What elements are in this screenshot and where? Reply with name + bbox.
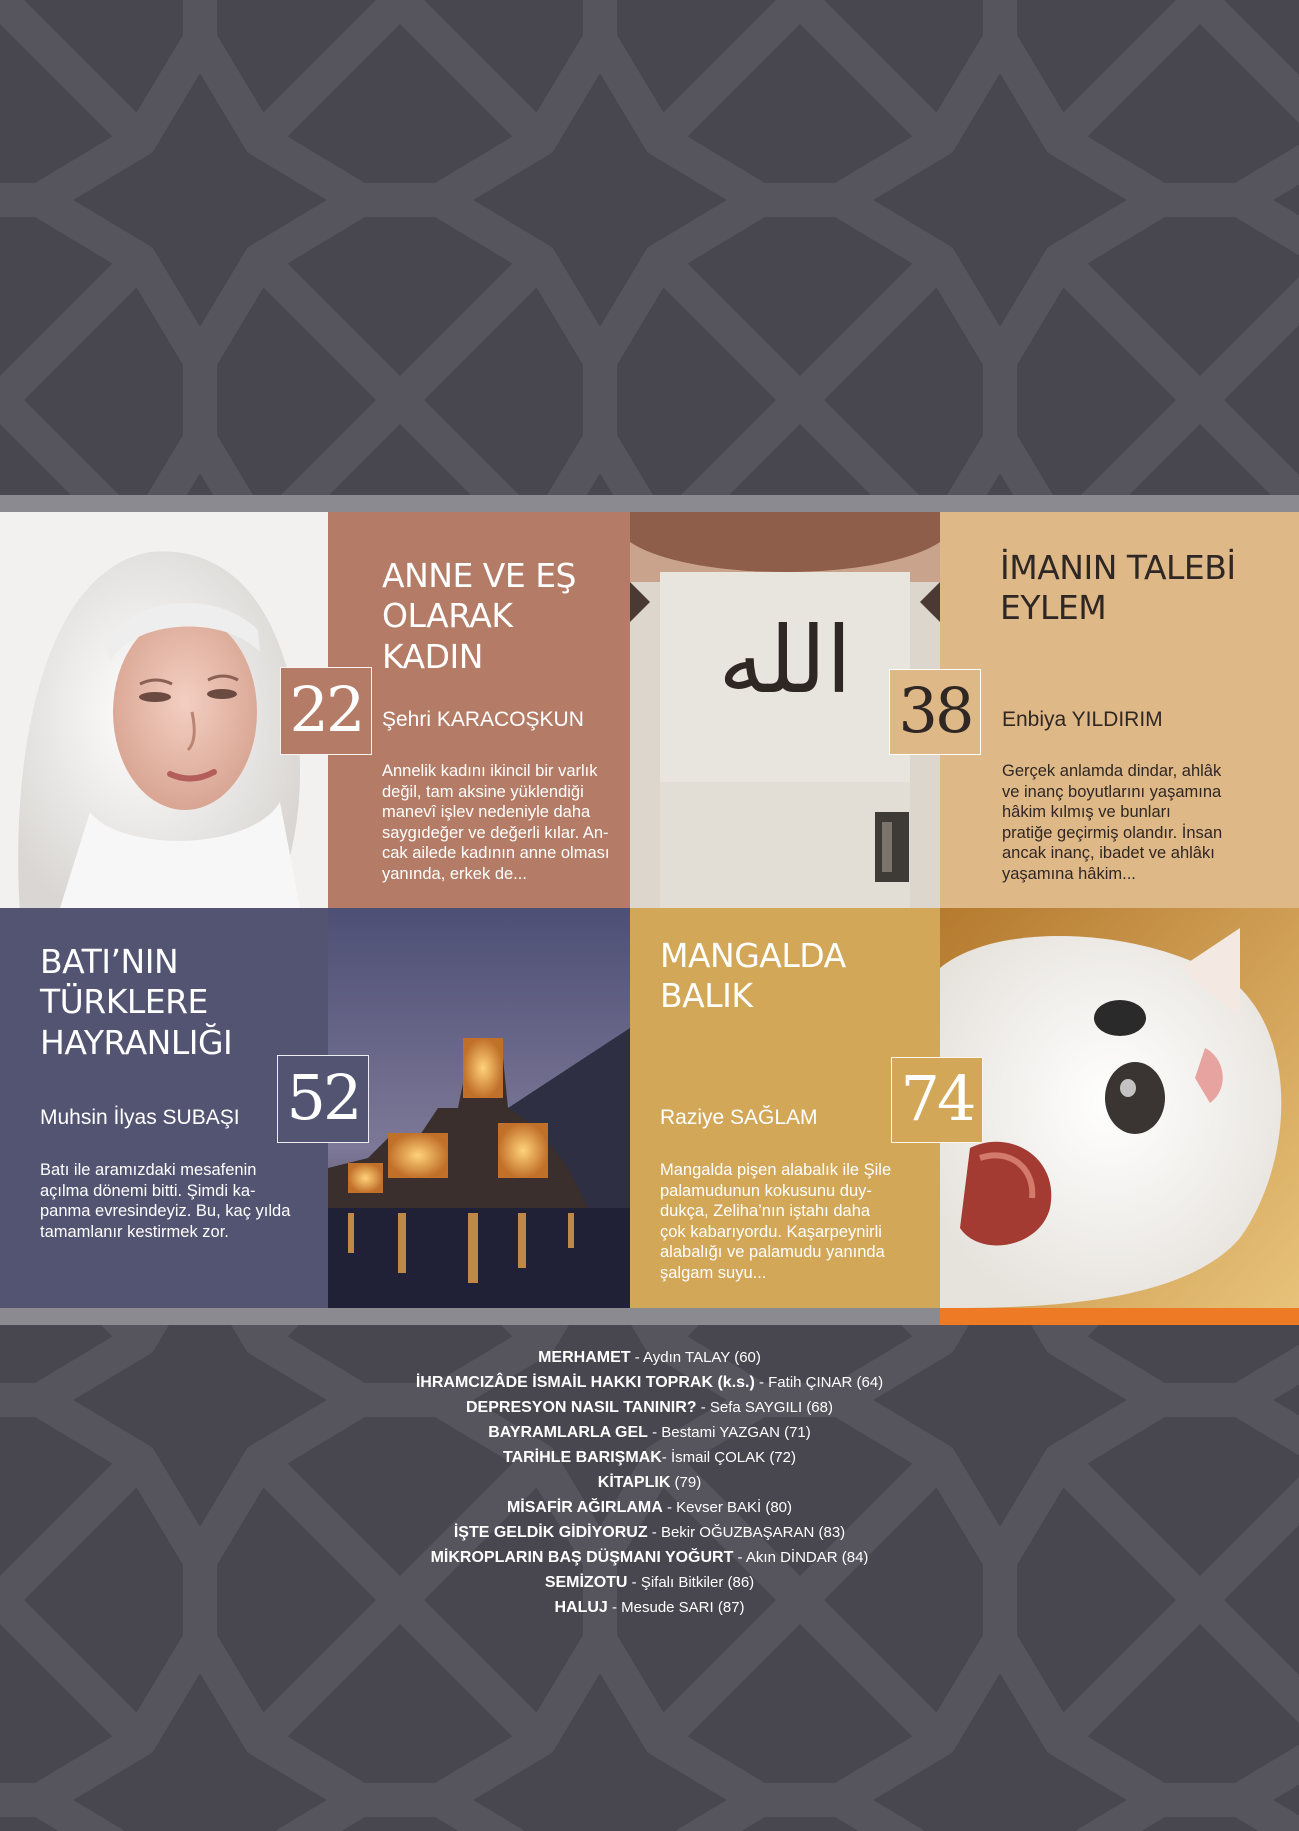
excerpt-line: Mangalda pişen alabalık ile Şile xyxy=(660,1161,892,1179)
excerpt-line: ve inanç boyutlarını yaşamına xyxy=(1002,782,1222,801)
toc-item-author-page: - Bestami YAZGAN (71) xyxy=(647,1424,811,1441)
excerpt-line: ancak inanç, ibadet ve ahlâkı xyxy=(1002,844,1215,862)
toc-item-title: SEMİZOTU xyxy=(544,1574,628,1591)
title-line: TÜRKLERE xyxy=(40,982,208,1022)
woman-illustration xyxy=(0,512,328,908)
title-line: OLARAK xyxy=(382,596,513,636)
cat-illustration xyxy=(940,908,1299,1308)
title-line: ANNE VE EŞ xyxy=(382,556,576,595)
article-excerpt xyxy=(382,761,609,884)
excerpt-line: dukça, Zeliha’nın iştahı daha xyxy=(660,1202,871,1220)
toc-item-author-page: - Fatih ÇINAR (64) xyxy=(754,1374,884,1391)
excerpt-line: değil, tam aksine yüklendiği xyxy=(382,782,584,801)
top-divider-band xyxy=(0,495,1299,512)
title-line: HAYRANLIĞI xyxy=(40,1022,233,1062)
page-number-box: 74 xyxy=(891,1057,983,1143)
toc-item-title: TARİHLE BARIŞMAK xyxy=(502,1449,662,1466)
article-title xyxy=(660,936,846,1017)
toc-item-author-page: - Mesude SARI (87) xyxy=(607,1599,745,1616)
toc-item-author-page: - Aydın TALAY (60) xyxy=(630,1349,761,1366)
castle-illustration xyxy=(328,908,630,1308)
article-excerpt xyxy=(1002,761,1222,884)
photo-woman-headscarf xyxy=(0,512,328,908)
excerpt-line: saygıdeğer ve değerli kılar. An- xyxy=(382,823,609,842)
article-excerpt xyxy=(40,1160,290,1242)
excerpt-line: alabalığı ve palamudu yanında xyxy=(660,1243,885,1261)
toc-item-author-page: - Kevser BAKİ (80) xyxy=(662,1499,793,1516)
article-author: Şehri KARACOŞKUN xyxy=(382,708,584,731)
toc-item-title: MERHAMET xyxy=(538,1349,631,1366)
toc-item-title: HALUJ xyxy=(554,1599,608,1616)
article-title xyxy=(40,942,232,1063)
toc-item-title: İŞTE GELDİK GİDİYORUZ xyxy=(453,1524,648,1541)
excerpt-line: tamamlanır kestirmek zor. xyxy=(40,1222,229,1241)
toc-item[interactable] xyxy=(0,1570,1299,1595)
toc-item-title: MİKROPLARIN BAŞ DÜŞMANI YOĞURT xyxy=(430,1549,734,1566)
excerpt-line: açılma dönemi bitti. Şimdi ka- xyxy=(40,1181,256,1200)
toc-item-author-page: - Şifalı Bitkiler (86) xyxy=(627,1574,755,1591)
excerpt-line: cak ailede kadının anne olması xyxy=(382,844,610,862)
excerpt-line: Annelik kadını ikincil bir varlık xyxy=(382,762,598,780)
toc-item[interactable] xyxy=(0,1495,1299,1520)
title-line: KADIN xyxy=(382,636,483,676)
toc-item[interactable] xyxy=(0,1445,1299,1470)
toc-item[interactable] xyxy=(0,1370,1299,1395)
toc-item[interactable] xyxy=(0,1470,1299,1495)
excerpt-line: çok kabarıyordu. Kaşarpeynirli xyxy=(660,1222,882,1241)
excerpt-line: Batı ile aramızdaki mesafenin xyxy=(40,1161,257,1179)
excerpt-line: pratiğe geçirmiş olandır. İnsan xyxy=(1002,823,1223,842)
contents-list xyxy=(0,1345,1299,1620)
toc-item[interactable] xyxy=(0,1520,1299,1545)
excerpt-line: panma evresindeyiz. Bu, kaç yılda xyxy=(40,1202,291,1220)
orange-accent-bar xyxy=(940,1308,1299,1325)
photo-white-cat xyxy=(940,908,1299,1308)
title-line: BALIK xyxy=(660,976,753,1016)
toc-item-author-page: - İsmail ÇOLAK (72) xyxy=(661,1449,796,1466)
title-line: İMANIN TALEBİ xyxy=(1000,548,1236,587)
toc-item-author-page: (79) xyxy=(670,1474,702,1491)
excerpt-line: manevî işlev nedeniyle daha xyxy=(382,803,591,821)
page-number-box: 22 xyxy=(280,667,372,755)
excerpt-line: yanında, erkek de... xyxy=(382,864,527,883)
excerpt-line: palamudunun kokusunu duy- xyxy=(660,1181,872,1200)
article-title xyxy=(1000,548,1236,629)
article-author: Enbiya YILDIRIM xyxy=(1002,708,1163,731)
excerpt-line: Gerçek anlamda dindar, ahlâk xyxy=(1002,762,1222,780)
toc-item-title: MİSAFİR AĞIRLAMA xyxy=(506,1499,663,1516)
toc-item-author-page: - Bekir OĞUZBAŞARAN (83) xyxy=(647,1524,846,1541)
toc-item-author-page: - Akın DİNDAR (84) xyxy=(733,1549,869,1566)
toc-item[interactable] xyxy=(0,1345,1299,1370)
toc-item-title: DEPRESYON NASIL TANINIR? xyxy=(466,1399,697,1416)
title-line: BATI’NIN xyxy=(40,942,179,981)
title-line: MANGALDA xyxy=(660,936,846,975)
toc-item[interactable] xyxy=(0,1395,1299,1420)
article-author: Muhsin İlyas SUBAŞI xyxy=(40,1106,240,1129)
toc-item[interactable] xyxy=(0,1545,1299,1570)
article-card-anne-ve-es[interactable] xyxy=(328,512,630,908)
article-card-imanin-talebi[interactable] xyxy=(940,512,1299,908)
page-number-box: 38 xyxy=(889,669,981,755)
toc-item[interactable] xyxy=(0,1595,1299,1620)
toc-item-title: BAYRAMLARLA GEL xyxy=(488,1424,648,1441)
article-author: Raziye SAĞLAM xyxy=(660,1106,818,1129)
page-number-box: 52 xyxy=(277,1055,369,1143)
toc-item-title: İHRAMCIZÂDE İSMAİL HAKKI TOPRAK (k.s.) xyxy=(415,1374,755,1391)
toc-item-author-page: - Sefa SAYGILI (68) xyxy=(696,1399,833,1416)
excerpt-line: yaşamına hâkim... xyxy=(1002,864,1136,883)
article-excerpt xyxy=(660,1160,891,1283)
calligraphy-text: الله xyxy=(718,607,852,714)
toc-item[interactable] xyxy=(0,1420,1299,1445)
excerpt-line: hâkim kılmış ve bunları xyxy=(1002,803,1171,821)
excerpt-line: şalgam suyu... xyxy=(660,1263,767,1282)
photo-castle-night xyxy=(328,908,630,1308)
toc-item-title: KİTAPLIK xyxy=(597,1474,671,1491)
article-title xyxy=(382,556,576,677)
title-line: EYLEM xyxy=(1000,588,1107,628)
